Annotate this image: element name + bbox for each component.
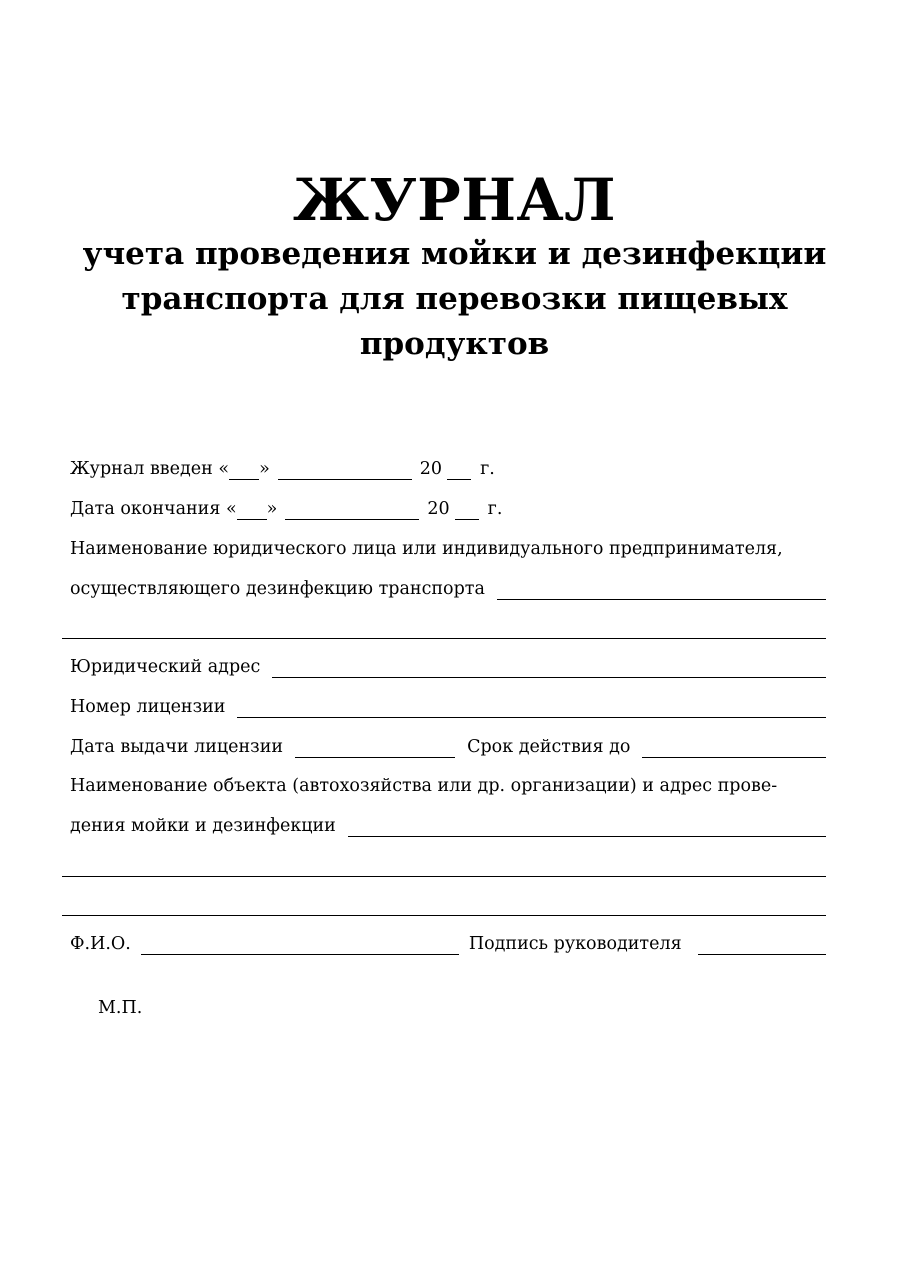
row-fio-signature xyxy=(70,933,826,955)
row-entity-line2 xyxy=(70,578,826,600)
row-license-dates xyxy=(70,736,826,758)
fio-field[interactable] xyxy=(141,937,459,955)
introduced-month-field[interactable] xyxy=(278,462,412,480)
end-day-field[interactable] xyxy=(237,502,267,520)
row-journal-introduced xyxy=(70,458,826,480)
signature-label: Подпись руководителя xyxy=(468,934,682,954)
stamp-placeholder: М.П. xyxy=(98,998,143,1018)
introduced-year-field[interactable] xyxy=(447,462,471,480)
legal-address-field[interactable] xyxy=(272,659,826,678)
introduced-day-field[interactable] xyxy=(229,462,259,480)
entity-name-field[interactable] xyxy=(497,581,826,600)
row-legal-address xyxy=(70,656,826,678)
license-date-field[interactable] xyxy=(295,740,455,758)
document-title: ЖУРНАЛ xyxy=(292,166,617,234)
object-label-line1: Наименование объекта (автохозяйства или др. организации) и адрес прове- xyxy=(70,776,778,796)
fio-label: Ф.И.О. xyxy=(70,934,131,954)
end-year-suffix: г. xyxy=(487,499,503,519)
signature-field[interactable] xyxy=(698,936,826,955)
end-year-prefix: 20 xyxy=(427,499,450,519)
journal-introduced-label: Журнал введен « xyxy=(70,459,230,479)
journal-introduced-quote: » xyxy=(259,459,270,479)
object-address-field-continued-1[interactable] xyxy=(62,876,826,877)
valid-until-field[interactable] xyxy=(642,739,826,758)
license-number-label: Номер лицензии xyxy=(70,697,226,717)
row-object-line2 xyxy=(70,815,826,837)
end-date-quote: » xyxy=(266,499,278,519)
row-entity-line1 xyxy=(70,538,826,560)
license-number-field[interactable] xyxy=(237,699,826,718)
entity-name-field-continued[interactable] xyxy=(62,638,826,639)
introduced-year-suffix: г. xyxy=(480,459,495,479)
end-year-field[interactable] xyxy=(455,502,479,520)
end-date-label: Дата окончания « xyxy=(70,499,237,519)
object-label-line2: дения мойки и дезинфекции xyxy=(70,816,336,836)
end-month-field[interactable] xyxy=(285,502,419,520)
object-address-field[interactable] xyxy=(348,818,826,837)
row-object-line1 xyxy=(70,775,826,797)
legal-address-label: Юридический адрес xyxy=(70,657,261,677)
document-subtitle: учета проведения мойки и дезинфекции транспорта для перевозки пищевых продуктов xyxy=(82,236,827,362)
entity-label-line2: осуществляющего дезинфекцию транспорта xyxy=(70,579,485,599)
valid-until-label: Срок действия до xyxy=(467,737,631,757)
entity-label-line1: Наименование юридического лица или индивидуального предпринимателя, xyxy=(70,539,783,559)
row-license-number xyxy=(70,696,826,718)
object-address-field-continued-2[interactable] xyxy=(62,915,826,916)
introduced-year-prefix: 20 xyxy=(419,459,443,479)
license-date-label: Дата выдачи лицензии xyxy=(70,737,284,757)
row-end-date xyxy=(70,498,826,520)
